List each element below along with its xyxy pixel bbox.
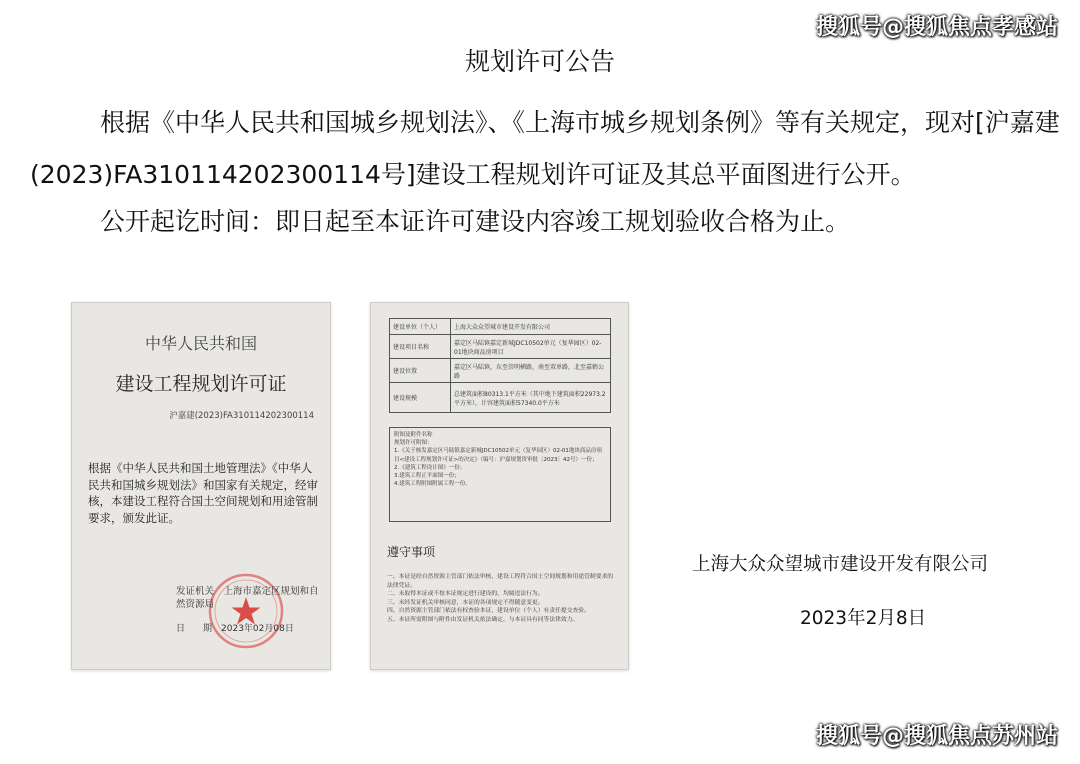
certificate-body-text: 根据《中华人民共和国土地管理法》《中华人民共和国城乡规划法》和国家有关规定，经审核，本建设工程符合国土空间规划和用途管制要求，颁发此证。 [88, 461, 318, 525]
table-cell-label: 建设规模 [390, 383, 451, 413]
list-item: 1.《关于核发嘉定区马陆镇嘉定新城JDC10502单元（复华园区）02-01地块商品房项目<建设工程规划许可证>的决定》（编号：沪嘉规划资审批〔2023〕42号）一份； [394, 448, 602, 463]
list-item: 五、本证所需附图与附件由发证机关依法确定，与本证具有同等法律效力。 [387, 616, 579, 623]
table-row [390, 335, 611, 359]
list-item: 二、未取得本证或不按本证规定进行建设的，均属违法行为。 [387, 591, 544, 598]
certificate-back-page [370, 302, 629, 670]
table-cell-label: 建设项目名称 [390, 335, 451, 359]
table-row [390, 383, 611, 413]
official-seal-icon [206, 571, 286, 651]
certificate-issuer-label: 发证机关 [176, 586, 215, 597]
certificate-country: 中华人民共和国 [144, 334, 257, 353]
table-cell-value: 总建筑面积80313.1平方米（其中地下建筑面积22973.2平方米），计容建筑面积57340.0平方米 [451, 383, 611, 413]
certificate-issuer [176, 585, 326, 611]
announcement-paragraph-2: 公开起讫时间：即日起至本证许可建设内容竣工规划验收合格为止。 [100, 207, 851, 236]
table-cell-label: 建设位置 [390, 359, 451, 383]
list-item: 4.建筑工程附图附属工程一份。 [394, 481, 471, 488]
certificate-issuer-name: 上海市嘉定区规划和自然资源局 [176, 586, 319, 610]
company-name: 上海大众众望城市建设开发有限公司 [692, 554, 989, 575]
certificate-front-page [71, 302, 331, 670]
table-row [390, 319, 611, 335]
table-cell-value: 嘉定区马陆镇嘉定新城JDC10502单元（复华园区）02-01地块商品房项目 [451, 335, 611, 359]
certificate-number: 沪嘉建(2023)FA310114202300114 [169, 411, 314, 421]
list-item: 三、未经发证机关审核同意，本证的各项规定不得随意变更。 [387, 599, 544, 606]
certificate-date-value: 2023年02月08日 [221, 624, 294, 634]
attachments-title: 附图及附件名称 [394, 432, 433, 438]
watermark-top: 搜狐号@搜狐焦点孝感站 [815, 15, 1058, 40]
notes-list [387, 573, 615, 625]
certificate-title: 建设工程规划许可证 [115, 373, 287, 395]
certificate-info-table [389, 318, 611, 413]
list-item: 2.《建筑工程设计图》一份； [394, 464, 466, 471]
announcement-title: 规划许可公告 [464, 47, 615, 76]
list-item: 四、自然资源主管部门依法有权查验本证，建设单位（个人）有责任提交查验。 [387, 608, 590, 615]
sign-date: 2023年2月8日 [800, 608, 927, 629]
list-item: 一、本证是经自然资源主管部门依法审核，建设工程符合国土空间规划和用途管制要求的法律凭证。 [387, 574, 614, 589]
list-item: 3.建筑工程正平面图一份； [394, 473, 460, 480]
certificate-date [176, 621, 294, 634]
certificate-date-label: 日 期 [176, 624, 213, 634]
announcement-paragraph-1 [30, 97, 1060, 201]
table-cell-value: 嘉定区马陆镇，东至崇明横路，南至双单路，北至嘉鹤公路 [451, 359, 611, 383]
attachments-box [389, 427, 611, 522]
notes-title: 遵守事项 [387, 545, 436, 559]
list-item: 规划许可附图： [394, 440, 433, 447]
table-cell-label: 建设单位（个人） [390, 319, 451, 335]
watermark-bottom: 搜狐号@搜狐焦点苏州站 [815, 724, 1058, 749]
announcement-paragraph-1-text: 根据《中华人民共和国城乡规划法》、《上海市城乡规划条例》等有关规定，现对[沪嘉建(2023)FA310114202300114号]建设工程规划许可证及其总平面图进行公开。 [30, 108, 1060, 189]
table-row [390, 359, 611, 383]
table-cell-value: 上海大众众望城市建设开发有限公司 [451, 319, 611, 335]
